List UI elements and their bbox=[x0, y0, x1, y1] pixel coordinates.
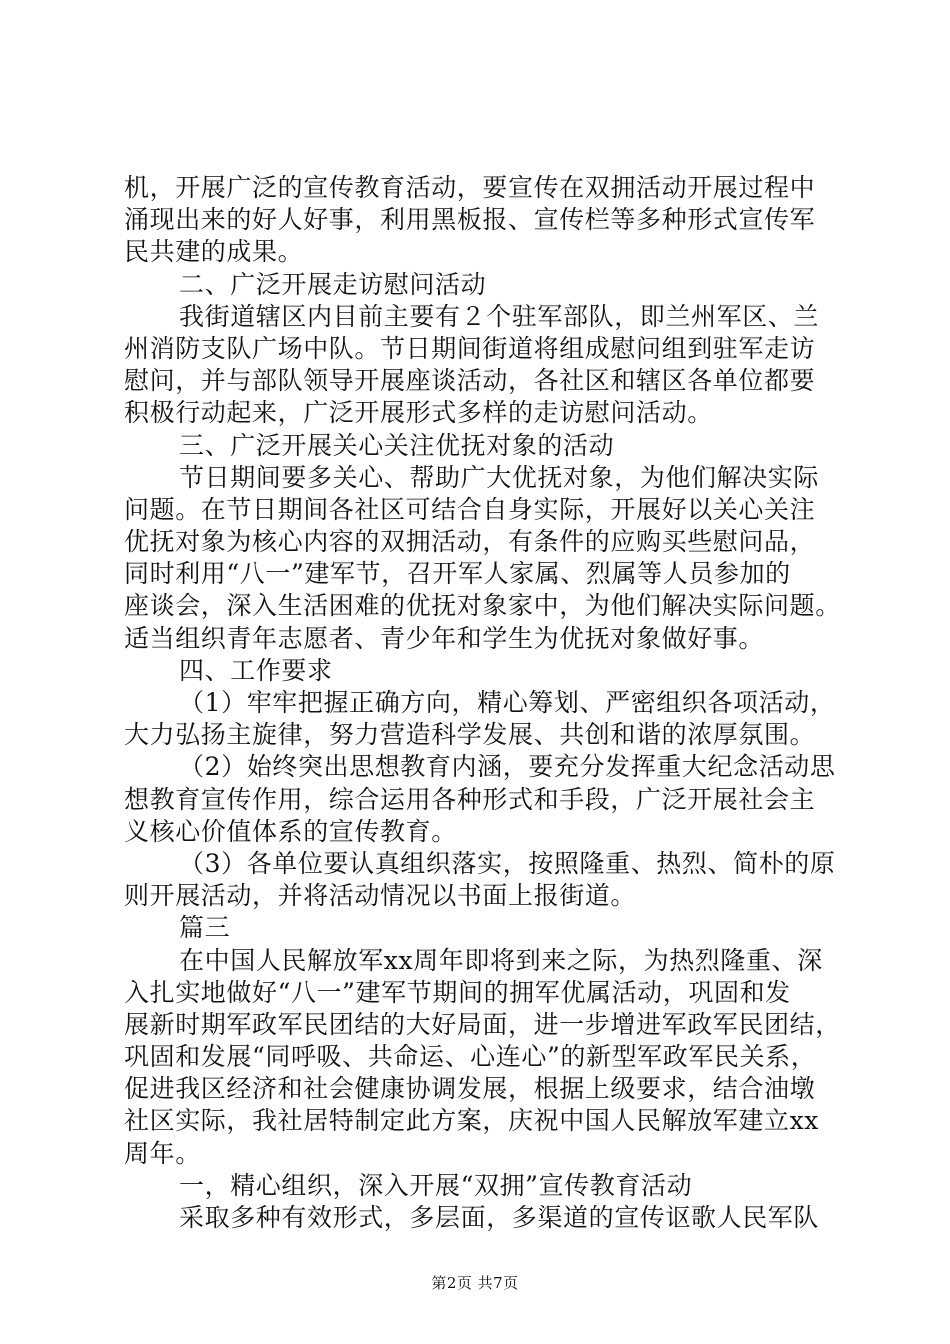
text-line: 座谈会，深入生活困难的优抚对象家中，为他们解决实际问题。 bbox=[124, 591, 841, 621]
text-line: 周年。 bbox=[124, 1138, 201, 1168]
page-footer: 第2页 共7页 bbox=[431, 1274, 519, 1292]
text-line: 义核心价值体系的宣传教育。 bbox=[124, 816, 457, 846]
text-line: 民共建的成果。 bbox=[124, 237, 304, 267]
text-line: 适当组织青年志愿者、青少年和学生为优抚对象做好事。 bbox=[124, 623, 765, 653]
text-line: 机，开展广泛的宣传教育活动，要宣传在双拥活动开展过程中 bbox=[124, 173, 816, 202]
text-line: （3）各单位要认真组织落实，按照隆重、热烈、简朴的原 bbox=[179, 848, 836, 878]
text-line: 篇三 bbox=[179, 913, 231, 943]
text-line: 节日期间要多关心、帮助广大优抚对象，为他们解决实际 bbox=[179, 462, 820, 492]
text-line: 同时利用“八一”建军节，召开军人家属、烈属等人员参加的 bbox=[124, 559, 791, 589]
text-line: 入扎实地做好“八一”建军节期间的拥军优属活动，巩固和发 bbox=[124, 977, 791, 1007]
text-line: 慰问，并与部队领导开展座谈活动，各社区和辖区各单位都要 bbox=[124, 366, 816, 396]
text-line: 优抚对象为核心内容的双拥活动，有条件的应购买些慰问品， bbox=[124, 527, 816, 557]
text-line: 州消防支队广场中队。节日期间街道将组成慰问组到驻军走访 bbox=[124, 333, 816, 363]
text-line: 我街道辖区内目前主要有２个驻军部队，即兰州军区、兰 bbox=[179, 301, 820, 331]
text-line: （2）始终突出思想教育内涵，要充分发挥重大纪念活动思 bbox=[179, 752, 836, 782]
text-line: 四、工作要求 bbox=[179, 655, 333, 685]
text-line: 积极行动起来，广泛开展形式多样的走访慰问活动。 bbox=[124, 398, 713, 428]
document-body bbox=[124, 172, 844, 1234]
text-line: 三、广泛开展关心关注优抚对象的活动 bbox=[179, 430, 615, 460]
text-line: 在中国人民解放军xx周年即将到来之际，为热烈隆重、深 bbox=[179, 945, 823, 975]
text-line: 采取多种有效形式，多层面，多渠道的宣传讴歌人民军队 bbox=[179, 1203, 820, 1232]
text-line: 一，精心组织，深入开展“双拥”宣传教育活动 bbox=[179, 1170, 693, 1200]
text-line: 想教育宣传作用，综合运用各种形式和手段，广泛开展社会主 bbox=[124, 784, 816, 814]
text-line: 问题。在节日期间各社区可结合自身实际，开展好以关心关注 bbox=[124, 494, 816, 524]
text-line: 展新时期军政军民团结的大好局面，进一步增进军政军民团结， bbox=[124, 1009, 841, 1039]
text-line: 大力弘扬主旋律，努力营造科学发展、共创和谐的浓厚氛围。 bbox=[124, 720, 816, 750]
text-line: （1）牢牢把握正确方向，精心筹划、严密组织各项活动， bbox=[179, 688, 836, 717]
text-line: 巩固和发展“同呼吸、共命运、心连心”的新型军政军民关系， bbox=[124, 1042, 817, 1072]
text-line: 二、广泛开展走访慰问活动 bbox=[179, 269, 487, 299]
text-line: 社区实际，我社居特制定此方案，庆祝中国人民解放军建立xx bbox=[124, 1106, 820, 1136]
text-line: 则开展活动，并将活动情况以书面上报街道。 bbox=[124, 881, 637, 911]
text-line: 涌现出来的好人好事，利用黑板报、宣传栏等多种形式宣传军 bbox=[124, 205, 816, 235]
text-line: 促进我区经济和社会健康协调发展，根据上级要求，结合油墩 bbox=[124, 1074, 816, 1104]
